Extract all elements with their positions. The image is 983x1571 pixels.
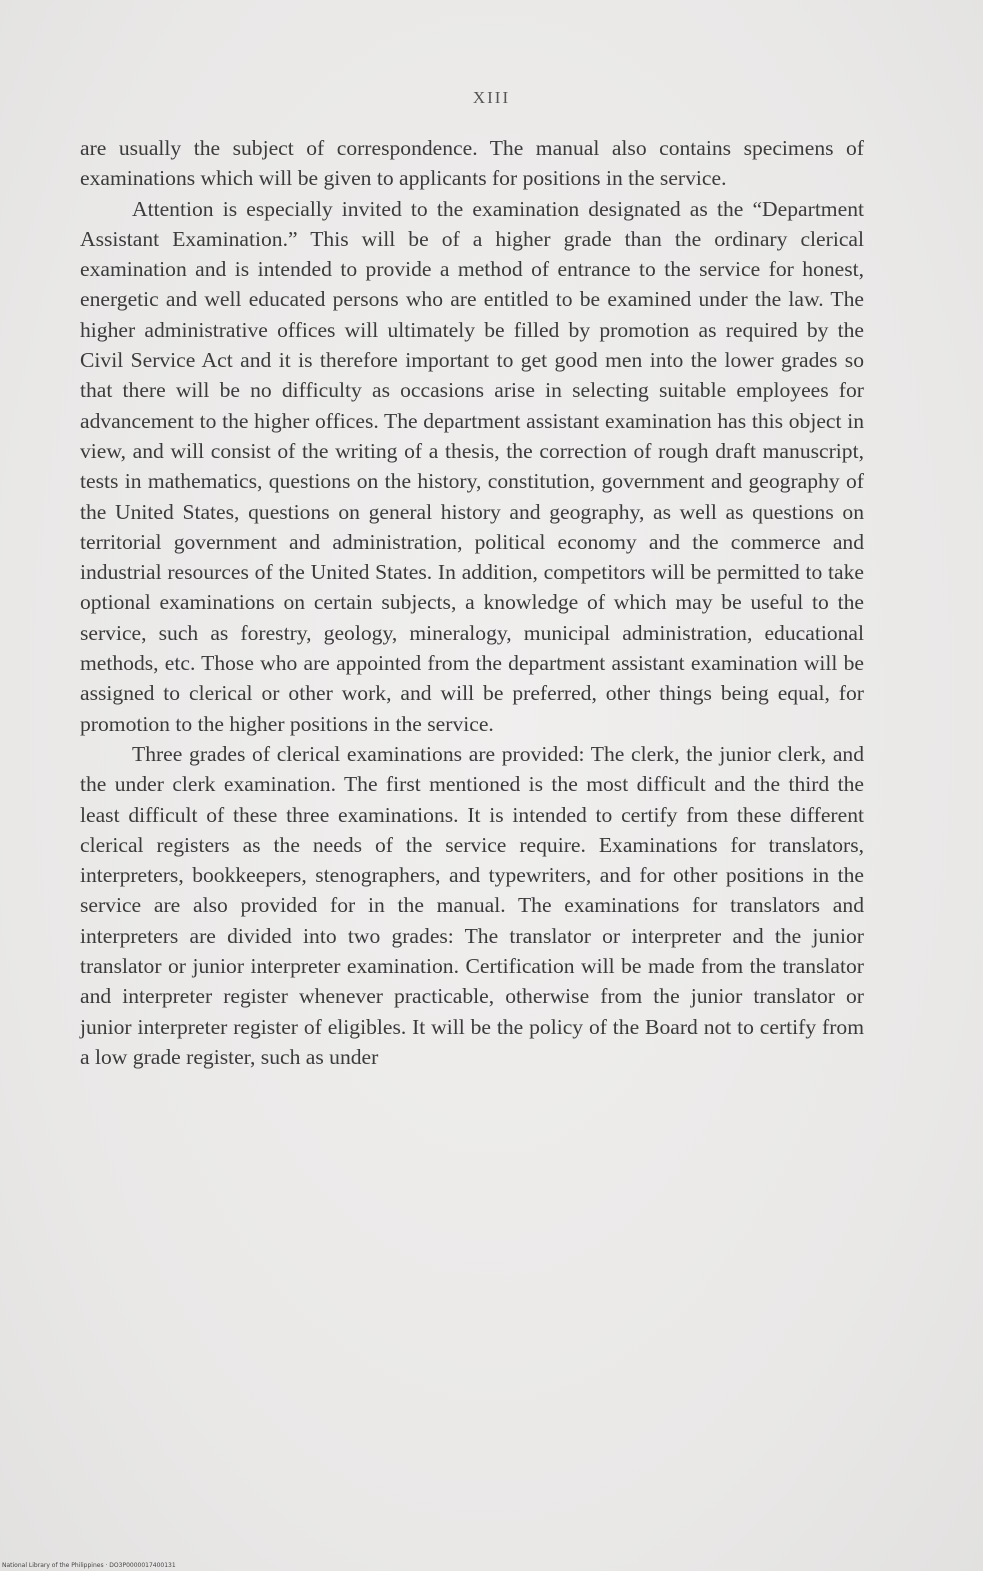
- paragraph-department-assistant: Attention is especially invited to the examination designated as the “Department Assistant Examination.” This will be of a higher grade than the ordinary clerical examination and is intended to provide a method of entrance to the service for honest, energetic and well educated persons who are entitled to be examined under the law. The higher administrative offices will ultimately be filled by promotion as required by the Civil Service Act and it is therefore important to get good men into the lower grades so that there will be no difficulty as occasions arise in selecting suitable employees for advancement to the higher offices. The department assistant examination has this object in view, and will consist of the writing of a thesis, the correction of rough draft manuscript, tests in mathematics, questions on the history, constitution, government and geography of the United States, questions on general history and geography, as well as questions on territorial government and administration, political economy and the commerce and industrial resources of the United States. In addition, competitors will be permitted to take optional examinations on certain subjects, a knowledge of which may be useful to the service, such as forestry, geology, mineralogy, municipal administration, educational methods, etc. Those who are appointed from the department assistant examination will be assigned to clerical or other work, and will be preferred, other things being equal, for promotion to the higher positions in the service.: [80, 196, 864, 736]
- paragraph-continuation: are usually the subject of correspondence. The manual also contains specimens of examinations which will be given to applicants for positions in the service.: [80, 136, 864, 191]
- body-text: [80, 133, 864, 1072]
- paragraph-clerical-grades: Three grades of clerical examinations are provided: The clerk, the junior clerk, and the under clerk examination. The first mentioned is the most difficult and the third the least difficult of these three examinations. It is intended to certify from these different clerical registers as the needs of the service require. Examinations for translators, interpreters, bookkeepers, stenographers, and typewriters, and for other positions in the service are also provided for in the manual. The examinations for translators and interpreters are divided into two grades: The translator or interpreter and the junior translator or junior interpreter examination. Certification will be made from the translator and interpreter register whenever practicable, otherwise from the junior translator or junior interpreter register of eligibles. It will be the policy of the Board not to certify from a low grade register, such as under: [80, 741, 864, 1069]
- footer-credit: National Library of the Philippines · DO3P0000017400131: [2, 1562, 176, 1569]
- page-number: XIII: [472, 88, 511, 107]
